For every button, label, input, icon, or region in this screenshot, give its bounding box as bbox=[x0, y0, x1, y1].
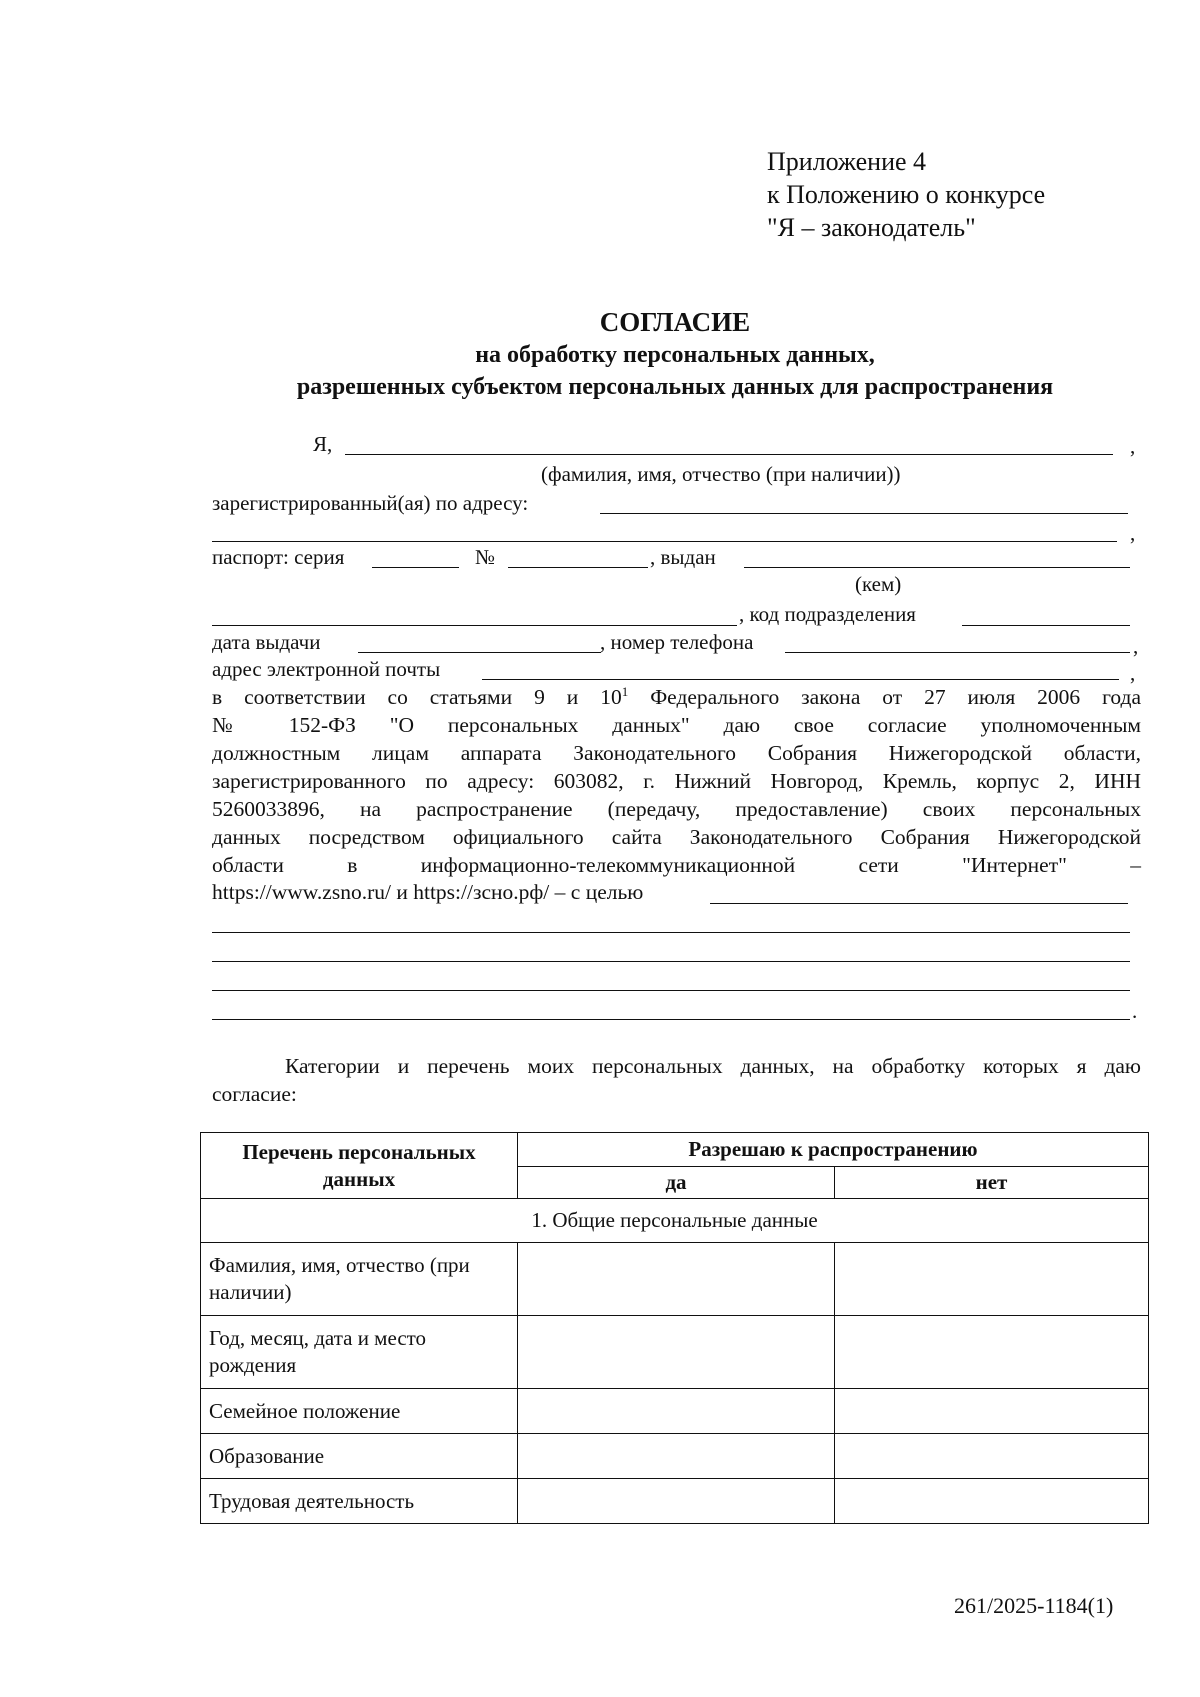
issue-date-input-line[interactable] bbox=[358, 652, 601, 653]
email-label: адрес электронной почты bbox=[212, 657, 441, 681]
body-line-6: данных посредством официального сайта Законодательного Собрания Нижегородской bbox=[212, 825, 1141, 849]
passport-series-input-line[interactable] bbox=[372, 567, 459, 568]
categories-intro-line-1: Категории и перечень моих персональных данных, на обработку которых я даю bbox=[285, 1054, 1141, 1078]
body-line-4: зарегистрированного по адресу: 603082, г. Нижний Новгород, Кремль, корпус 2, ИНН bbox=[212, 769, 1141, 793]
email-input-line[interactable] bbox=[482, 679, 1119, 680]
purpose-input-line-3[interactable] bbox=[212, 961, 1130, 962]
issued-by-input-line[interactable] bbox=[744, 567, 1130, 568]
no-cell[interactable] bbox=[835, 1243, 1149, 1316]
body-line-8: https://www.zsno.ru/ и https://зсно.рф/ – с целью bbox=[212, 880, 644, 904]
purpose-input-line-5[interactable] bbox=[212, 1019, 1130, 1020]
no-cell[interactable] bbox=[835, 1316, 1149, 1389]
document-number: 261/2025-1184(1) bbox=[954, 1593, 1114, 1618]
issue-date-label: дата выдачи bbox=[212, 630, 321, 654]
passport-number-input-line[interactable] bbox=[508, 567, 648, 568]
issued-by-input-line-2[interactable] bbox=[212, 625, 737, 626]
email-comma: , bbox=[1130, 661, 1136, 685]
document-subtitle-2: разрешенных субъектом персональных данных для распространения bbox=[296, 374, 1054, 400]
col-header-data-list: Перечень персональных данных bbox=[201, 1133, 518, 1199]
phone-comma: , bbox=[1133, 634, 1139, 658]
address-input-line-2[interactable] bbox=[212, 541, 1117, 542]
categories-intro-line-2: согласие: bbox=[212, 1082, 297, 1106]
yes-cell[interactable] bbox=[518, 1243, 835, 1316]
col-header-yes: да bbox=[518, 1167, 835, 1199]
row-label: Фамилия, имя, отчество (при наличии) bbox=[201, 1243, 518, 1316]
body-line-5: 5260033896, на распространение (передачу, предоставление) своих персональных bbox=[212, 797, 1141, 821]
row-label: Семейное положение bbox=[201, 1389, 518, 1434]
purpose-input-line-2[interactable] bbox=[212, 932, 1130, 933]
body-line-1-sup: 1 bbox=[621, 683, 629, 699]
table-row bbox=[201, 1434, 1149, 1479]
table-row bbox=[201, 1389, 1149, 1434]
fio-comma: , bbox=[1130, 434, 1136, 458]
document-title: СОГЛАСИЕ bbox=[599, 307, 751, 337]
appendix-line-1: Приложение 4 bbox=[767, 147, 927, 176]
table-row bbox=[201, 1479, 1149, 1524]
col-header-allow: Разрешаю к распространению bbox=[518, 1133, 1149, 1167]
personal-data-table bbox=[200, 1132, 1149, 1524]
passport-series-label: паспорт: серия bbox=[212, 545, 345, 569]
appendix-line-2: к Положению о конкурсе bbox=[767, 180, 1046, 209]
purpose-input-line-1[interactable] bbox=[710, 903, 1128, 904]
phone-label: , номер телефона bbox=[600, 630, 754, 654]
no-cell[interactable] bbox=[835, 1389, 1149, 1434]
row-label: Трудовая деятельность bbox=[201, 1479, 518, 1524]
fio-input-line[interactable] bbox=[345, 454, 1113, 455]
no-cell[interactable] bbox=[835, 1434, 1149, 1479]
row-label: Образование bbox=[201, 1434, 518, 1479]
no-cell[interactable] bbox=[835, 1479, 1149, 1524]
passport-issued-label: , выдан bbox=[650, 545, 716, 569]
address-comma: , bbox=[1130, 521, 1136, 545]
body-line-1-b: Федерального закона от 27 июля 2006 года bbox=[628, 685, 1141, 709]
fio-hint: (фамилия, имя, отчество (при наличии)) bbox=[541, 462, 901, 486]
yes-cell[interactable] bbox=[518, 1479, 835, 1524]
section-general-data: 1. Общие персональные данные bbox=[201, 1199, 1149, 1243]
col-header-no: нет bbox=[835, 1167, 1149, 1199]
body-line-7: области в информационно-телекоммуникационной сети "Интернет" – bbox=[212, 853, 1141, 877]
purpose-input-line-4[interactable] bbox=[212, 990, 1130, 991]
address-input-line-1[interactable] bbox=[600, 513, 1128, 514]
address-label: зарегистрированный(ая) по адресу: bbox=[212, 491, 529, 515]
issued-by-hint: (кем) bbox=[855, 572, 902, 596]
body-line-2: № 152-ФЗ "О персональных данных" даю свое согласие уполномоченным bbox=[212, 713, 1141, 737]
table-row bbox=[201, 1243, 1149, 1316]
body-line-1-a: в соответствии со статьями 9 и 10 bbox=[212, 685, 622, 709]
body-line-1 bbox=[212, 684, 1141, 711]
row-label: Год, месяц, дата и место рождения bbox=[201, 1316, 518, 1389]
passport-number-label: № bbox=[475, 545, 496, 569]
appendix-line-3: "Я – законодатель" bbox=[767, 213, 976, 242]
yes-cell[interactable] bbox=[518, 1316, 835, 1389]
document-subtitle-1: на обработку персональных данных, bbox=[475, 342, 875, 368]
yes-cell[interactable] bbox=[518, 1389, 835, 1434]
i-label: Я, bbox=[313, 432, 333, 456]
body-line-3: должностным лицам аппарата Законодательного Собрания Нижегородской области, bbox=[212, 741, 1141, 765]
yes-cell[interactable] bbox=[518, 1434, 835, 1479]
phone-input-line[interactable] bbox=[785, 652, 1130, 653]
purpose-period: . bbox=[1132, 999, 1138, 1023]
subdivision-code-input-line[interactable] bbox=[962, 625, 1130, 626]
table-row bbox=[201, 1316, 1149, 1389]
subdivision-code-label: , код подразделения bbox=[739, 602, 916, 626]
